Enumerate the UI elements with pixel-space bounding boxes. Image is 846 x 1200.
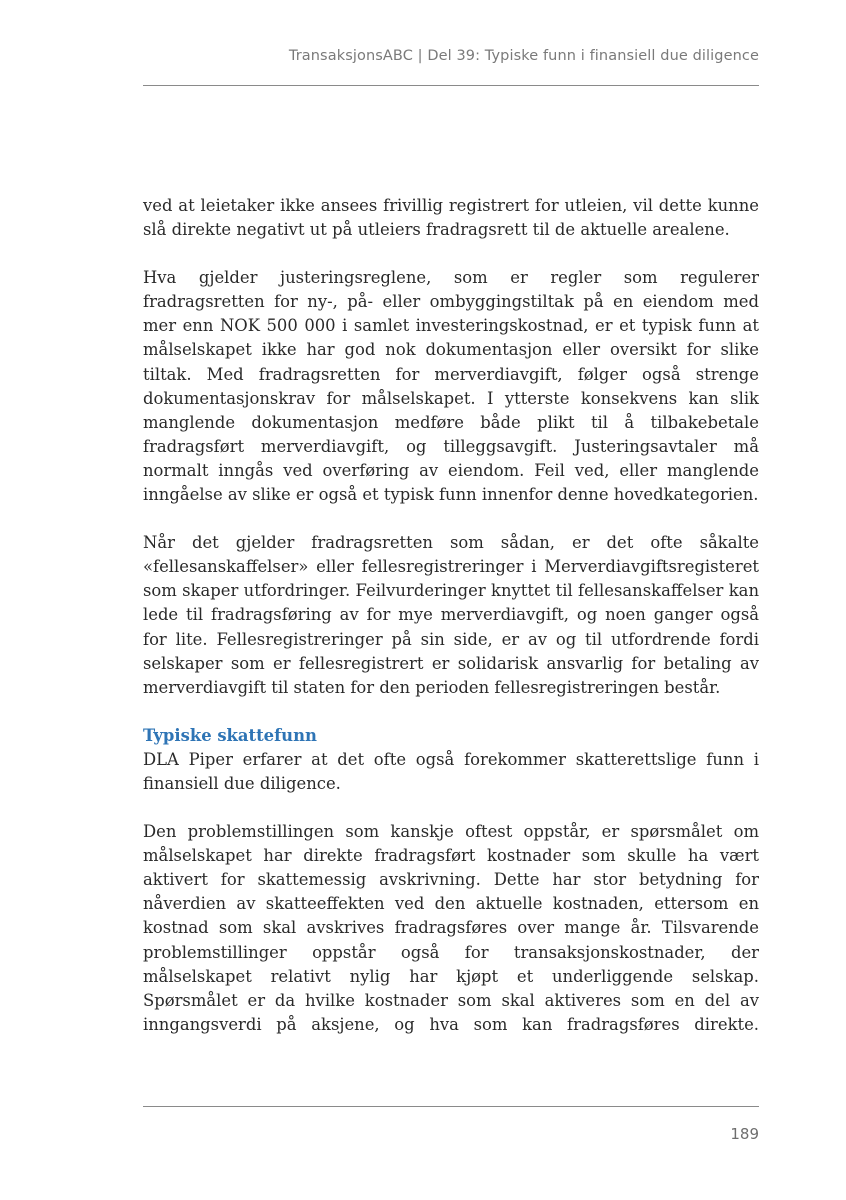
footer-divider — [143, 1106, 759, 1107]
paragraph: DLA Piper erfarer at det ofte også forekommer skatterettslige funn i finansiell due diligence. — [143, 749, 759, 793]
page-number: 189 — [730, 1125, 759, 1143]
section-heading: Typiske skattefunn — [143, 725, 317, 745]
paragraph: Når det gjelder fradragsretten som sådan, er det ofte såkalte «fellesanskaffelser» eller fellesregistreringer i Merverdiavgiftsregisteret som skaper utfordringer. Feilvurderinger knyttet til fellesanskaffelser kan lede til fradragsføring av for mye merverdiavgift, og noen ganger også for lite. Fellesregistreringer på sin side, er av og til utfordrende fordi selskaper som er fellesregistrert er solidarisk ansvarlig for betaling av merverdiavgift til staten for den perioden fellesregistreringen består. — [143, 533, 759, 697]
body-text — [143, 194, 759, 1037]
header-divider — [143, 85, 759, 86]
paragraph: Hva gjelder justeringsreglene, som er regler som regulerer fradragsretten for ny-, på- eller ombyggingstiltak på en eiendom med mer enn NOK 500 000 i samlet investeringskostnad, er et typisk funn at målselskapet ikke har god nok dokumentasjon eller oversikt for slike tiltak. Med fradragsretten for merverdiavgift, følger også strenge dokumentasjonskrav for målselskapet. I ytterste konsekvens kan slik manglende dokumentasjon medføre både plikt til å tilbakebetale fradragsført merverdiavgift, og tilleggsavgift. Justeringsavtaler må normalt inngås ved overføring av eiendom. Feil ved, eller manglende inngåelse av slike er også et typisk funn innenfor denne hovedkategorien. — [143, 268, 759, 505]
paragraph: Den problemstillingen som kanskje oftest oppstår, er spørsmålet om målselskapet har direkte fradragsført kostnader som skulle ha vært aktivert for skattemessig avskrivning. Dette har stor betydning for nåverdien av skatteeffekten ved den aktuelle kostnaden, ettersom en kostnad som skal avskrives fradragsføres over mange år. Tilsvarende problemstillinger oppstår også for transaksjonskostnader, der målselskapet relativt nylig har kjøpt et underliggende selskap. Spørsmålet er da hvilke kostnader som skal aktiveres som en del av inngangsverdi på aksjene, og hva som kan fradragsføres direkte. — [143, 822, 759, 1034]
paragraph: ved at leietaker ikke ansees frivillig registrert for utleien, vil dette kunne slå direkte negativt ut på utleiers fradragsrett til de aktuelle arealene. — [143, 196, 759, 240]
running-header: TransaksjonsABC | Del 39: Typiske funn i finansiell due diligence — [288, 48, 759, 64]
